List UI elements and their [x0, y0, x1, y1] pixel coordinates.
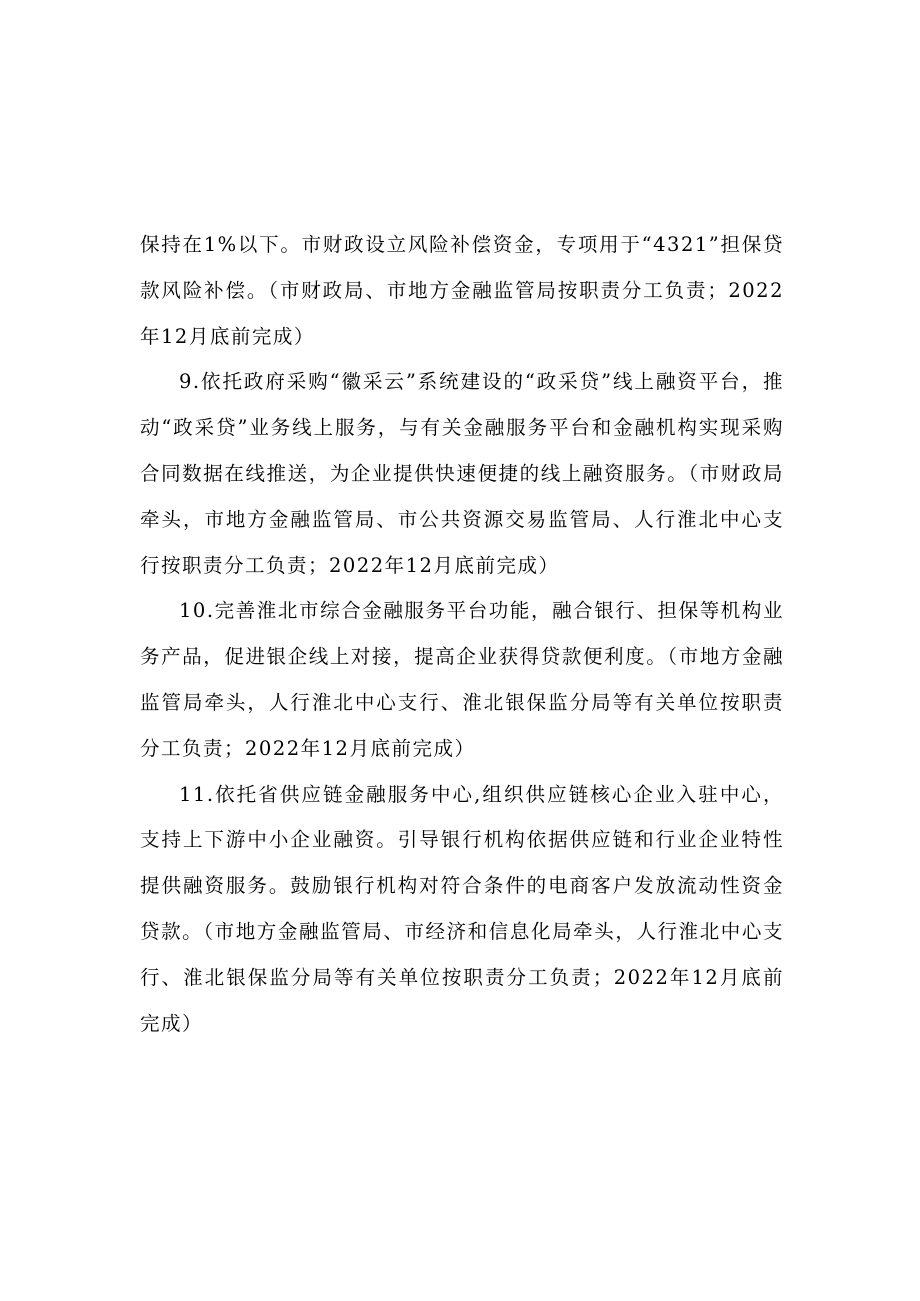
- paragraph-item-9: 9.依托政府采购“徽采云”系统建设的“政采贷”线上融资平台，推动“政采贷”业务线上服务，与有关金融服务平台和金融机构实现采购合同数据在线推送，为企业提供快速便捷的线上融资服务。（市财政局牵头，市地方金融监管局、市公共资源交易监管局、人行淮北中心支行按职责分工负责；2022年12月底前完成）: [140, 370, 784, 577]
- paragraph-continuation: 保持在1%以下。市财政设立风险补偿资金，专项用于“4321”担保贷款风险补偿。（市财政局、市地方金融监管局按职责分工负责；2022年12月底前完成）: [140, 233, 784, 348]
- paragraph-item-10: 10.完善淮北市综合金融服务平台功能，融合银行、担保等机构业务产品，促进银企线上对接，提高企业获得贷款便利度。（市地方金融监管局牵头，人行淮北中心支行、淮北银保监分局等有关单位按职责分工负责；2022年12月底前完成）: [140, 599, 784, 760]
- paragraph-item-11: 11.依托省供应链金融服务中心,组织供应链核心企业入驻中心，支持上下游中小企业融资。引导银行机构依据供应链和行业企业特性提供融资服务。鼓励银行机构对符合条件的电商客户发放流动性资金贷款。（市地方金融监管局、市经济和信息化局牵头，人行淮北中心支行、淮北银保监分局等有关单位按职责分工负责；2022年12月底前完成）: [140, 782, 784, 1035]
- document-body: [140, 222, 784, 1046]
